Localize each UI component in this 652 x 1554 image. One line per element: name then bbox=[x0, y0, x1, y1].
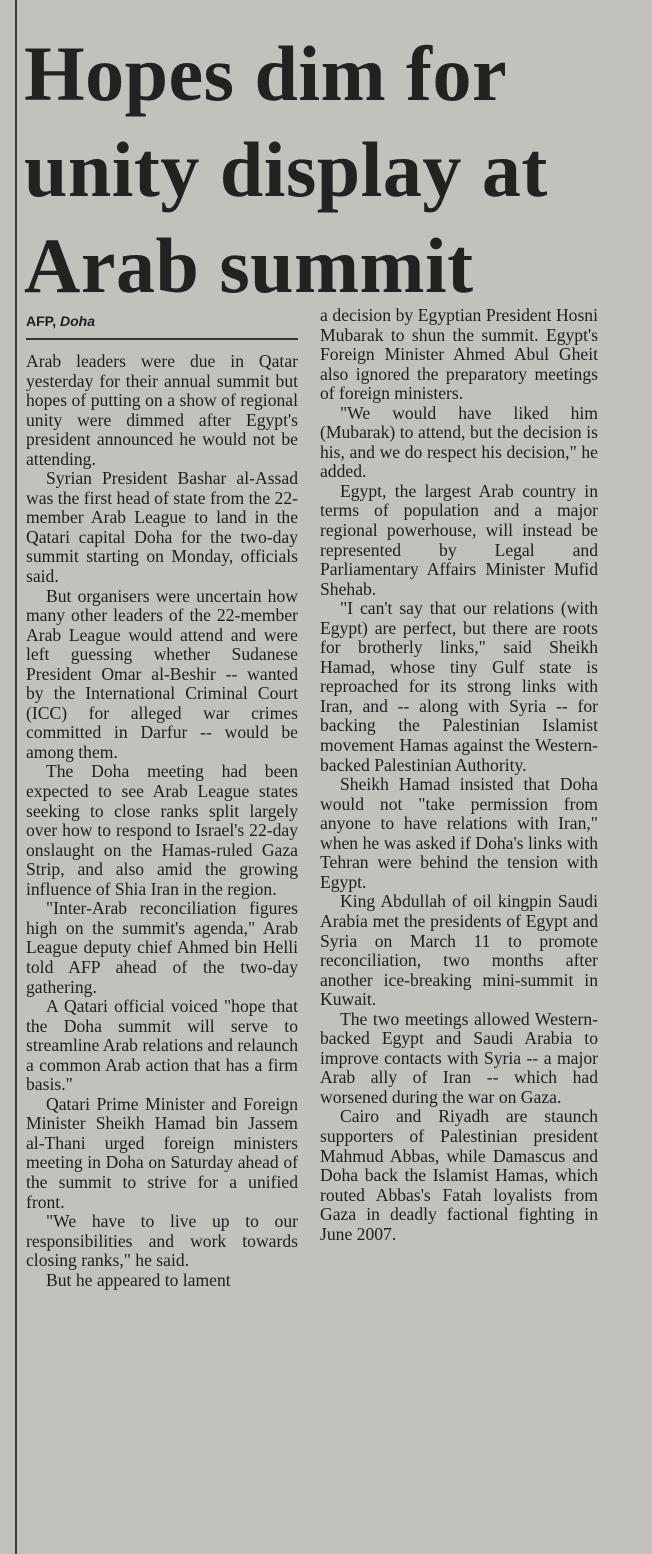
paragraph: Egypt, the largest Arab country in terms of population and a major regional powerhouse, will instead be represented by Legal and Parliamentary Affairs Minister Mufid Shehab. bbox=[320, 480, 598, 599]
headline-line: unity display at bbox=[24, 126, 548, 213]
byline-place: Doha bbox=[59, 313, 95, 329]
paragraph: Sheikh Hamad insisted that Doha would not "take permission from anyone to have relations with Iran," when he was asked if Doha's links with Tehran were behind the tension with Egypt. bbox=[320, 774, 598, 892]
paragraph: But organisers were uncertain how many other leaders of the 22-member Arab League would attend and were left guessing whether Sudanese President Omar al-Beshir -- wanted by the International Criminal Court (ICC) for alleged war crimes committed in Darfur -- would be among them. bbox=[26, 585, 298, 762]
paragraph: "We would have liked him (Mubarak) to attend, but the decision is his, and we do respect his decision," he added. bbox=[320, 402, 598, 482]
paragraph: King Abdullah of oil kingpin Saudi Arabia met the presidents of Egypt and Syria on March 11 to promote reconciliation, two months after another ice-breaking mini-summit in Kuwait. bbox=[320, 891, 598, 1010]
paragraph: Qatari Prime Minister and Foreign Minister Sheikh Hamad bin Jassem al-Thani urged foreign ministers meeting in Doha on Saturday ahead of the summit to strive for a unified front. bbox=[26, 1093, 298, 1212]
article-column-left bbox=[26, 306, 298, 1290]
paragraph: The two meetings allowed Western-backed Egypt and Saudi Arabia to improve contacts with Syria -- a major Arab ally of Iran -- which had worsened during the war on Gaza. bbox=[320, 1008, 598, 1107]
headline-line: Arab summit bbox=[24, 222, 474, 309]
paragraph: "Inter-Arab reconciliation figures high on the summit's agenda," Arab League deputy chief Ahmed bin Helli told AFP ahead of the two-day gathering. bbox=[26, 898, 298, 997]
paragraph: Cairo and Riyadh are staunch supporters of Palestinian president Mahmud Abbas, while Damascus and Doha back the Islamist Hamas, which routed Abbas's Fatah loyalists from Gaza in deadly factional fighting in June 2007. bbox=[320, 1106, 598, 1244]
column-divider-rule bbox=[15, 0, 17, 1554]
paragraph: The Doha meeting had been expected to see Arab League states seeking to close ranks split largely over how to respond to Israel's 22-day onslaught on the Hamas-ruled Gaza Strip, and also amid the growing influence of Shia Iran in the region. bbox=[26, 761, 298, 899]
headline-line: Hopes dim for bbox=[24, 30, 508, 117]
headline bbox=[24, 26, 639, 314]
paragraph: "I can't say that our relations (with Egypt) are perfect, but there are roots for brotherly links," said Sheikh Hamad, whose tiny Gulf state is reproached for its strong links with Iran, and -- along with Syria -- for backing the Palestinian Islamist movement Hamas against the Western-backed Palestinian Authority. bbox=[320, 598, 598, 775]
paragraph: Arab leaders were due in Qatar yesterday for their annual summit but hopes of putting on a show of regional unity were dimmed after Egypt's president announced he would not be attending. bbox=[26, 351, 298, 469]
byline-rule bbox=[26, 338, 298, 340]
article-column-right bbox=[320, 306, 598, 1244]
paragraph: A Qatari official voiced "hope that the Doha summit will serve to streamline Arab relations and relaunch a common Arab action that has a firm basis." bbox=[26, 996, 298, 1095]
byline-agency: AFP, bbox=[26, 313, 57, 329]
paragraph: But he appeared to lament bbox=[46, 1269, 231, 1290]
paragraph: "We have to live up to our responsibilities and work towards closing ranks," he said. bbox=[26, 1211, 298, 1271]
paragraph-continued: a decision by Egyptian President Hosni Mubarak to shun the summit. Egypt's Foreign Minister Ahmed Abul Gheit also ignored the preparatory meetings of foreign ministers. bbox=[320, 305, 598, 404]
paragraph: Syrian President Bashar al-Assad was the first head of state from the 22-member Arab League to land in the Qatari capital Doha for the two-day summit starting on Monday, officials said. bbox=[26, 468, 298, 587]
byline bbox=[26, 306, 298, 336]
